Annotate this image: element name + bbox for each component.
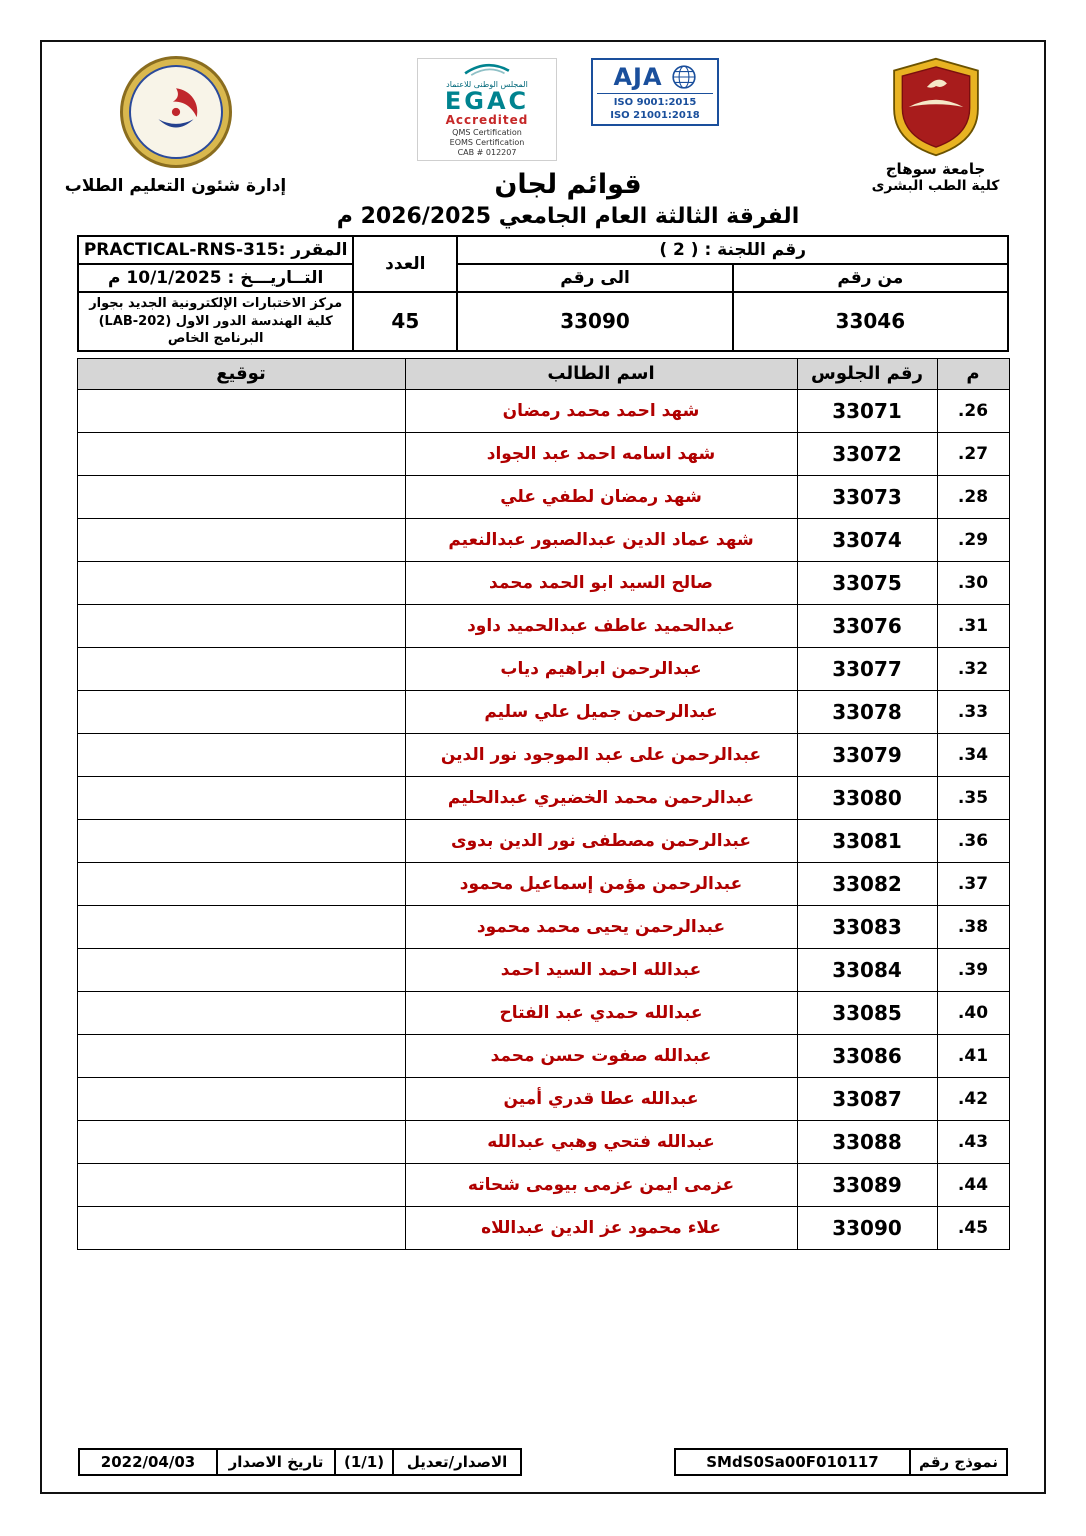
student-name: عبدالرحمن مؤمن إسماعيل محمود xyxy=(405,862,797,905)
seat-number: 33082 xyxy=(797,862,937,905)
egac-line-1: QMS Certification xyxy=(452,128,522,137)
seat-number: 33086 xyxy=(797,1034,937,1077)
student-row xyxy=(77,819,1009,862)
aja-iso-lines xyxy=(597,93,713,122)
student-name: صالح السيد ابو الحمد محمد xyxy=(405,561,797,604)
signature-cell xyxy=(77,1120,405,1163)
footer-revision-row xyxy=(79,1449,521,1475)
seat-number: 33084 xyxy=(797,948,937,991)
seat-number: 33074 xyxy=(797,518,937,561)
student-row xyxy=(77,1034,1009,1077)
student-row xyxy=(77,604,1009,647)
egac-name: EGAC xyxy=(444,87,530,115)
student-name: علاء محمود عز الدين عبداللاه xyxy=(405,1206,797,1249)
row-index: 45. xyxy=(937,1206,1009,1249)
signature-cell xyxy=(77,690,405,733)
exam-location-line-2: البرنامج الخاص xyxy=(167,331,264,347)
revision-label: الاصدار/تعديل xyxy=(393,1449,521,1475)
signature-cell xyxy=(77,733,405,776)
student-name: عبدالرحمن محمد الخضيري عبدالحليم xyxy=(405,776,797,819)
students-tbody xyxy=(77,389,1009,1249)
student-row xyxy=(77,948,1009,991)
student-name: عبدالله فتحي وهبي عبدالله xyxy=(405,1120,797,1163)
student-row xyxy=(77,1163,1009,1206)
committee-number-label: رقم اللجنة : ( 2 ) xyxy=(457,236,1008,264)
egac-cert-lines xyxy=(422,128,552,158)
signature-cell xyxy=(77,1163,405,1206)
faculty-block xyxy=(58,56,293,229)
student-row xyxy=(77,1206,1009,1249)
student-row xyxy=(77,690,1009,733)
certification-logos xyxy=(417,58,719,161)
faculty-name: كلية الطب البشرى xyxy=(871,178,1000,194)
seat-number: 33079 xyxy=(797,733,937,776)
row-index: 29. xyxy=(937,518,1009,561)
signature-cell xyxy=(77,604,405,647)
info-row-1 xyxy=(78,236,1008,264)
seat-number: 33078 xyxy=(797,690,937,733)
faculty-emblem-art-icon xyxy=(145,81,207,143)
aja-name: AJA xyxy=(613,63,663,91)
seat-number: 33075 xyxy=(797,561,937,604)
student-name: عبدالله عطا قدري أمين xyxy=(405,1077,797,1120)
student-name: عبدالحميد عاطف عبدالحميد داود xyxy=(405,604,797,647)
aja-logo-top xyxy=(597,63,713,91)
footer-form-table xyxy=(674,1448,1008,1476)
egac-accredited-label: Accredited xyxy=(445,113,529,127)
to-number-value: 33090 xyxy=(457,292,732,351)
student-name: شهد عماد الدين عبدالصبور عبدالنعيم xyxy=(405,518,797,561)
seat-number: 33088 xyxy=(797,1120,937,1163)
student-row xyxy=(77,647,1009,690)
egac-line-3: CAB # 012207 xyxy=(457,148,517,157)
course-label: المقرر :PRACTICAL-RNS-315 xyxy=(78,236,353,264)
footer xyxy=(78,1448,1008,1476)
student-row xyxy=(77,475,1009,518)
header xyxy=(42,42,1044,229)
count-value: 45 xyxy=(353,292,457,351)
department-name: إدارة شئون التعليم الطلاب xyxy=(64,176,287,196)
signature-cell xyxy=(77,948,405,991)
student-name: عبدالرحمن جميل علي سليم xyxy=(405,690,797,733)
signature-cell xyxy=(77,991,405,1034)
signature-cell xyxy=(77,862,405,905)
student-row xyxy=(77,1077,1009,1120)
signature-cell xyxy=(77,561,405,604)
signature-cell xyxy=(77,432,405,475)
university-name: جامعة سوهاج xyxy=(885,160,986,178)
page-title: قوائم لجان xyxy=(494,169,642,200)
signature-cell xyxy=(77,1206,405,1249)
university-block xyxy=(843,56,1028,229)
seat-number: 33077 xyxy=(797,647,937,690)
aja-iso-1: ISO 9001:2015 xyxy=(613,97,697,108)
page-frame xyxy=(40,40,1046,1494)
faculty-emblem-inner xyxy=(129,65,223,159)
student-name: عبدالرحمن يحيى محمد محمود xyxy=(405,905,797,948)
student-row xyxy=(77,733,1009,776)
seat-number: 33085 xyxy=(797,991,937,1034)
row-index: 44. xyxy=(937,1163,1009,1206)
row-index: 31. xyxy=(937,604,1009,647)
student-row xyxy=(77,561,1009,604)
egac-swoosh-icon xyxy=(457,62,517,76)
seat-number: 33080 xyxy=(797,776,937,819)
header-index: م xyxy=(937,358,1009,389)
exam-date-label: التــاريـــخ : 10/1/2025 م xyxy=(78,264,353,292)
exam-location-line-1: مركز الاختبارات الإلكترونية الجديد بجوار كلية الهندسة الدور الاول (LAB-202) xyxy=(89,296,343,329)
row-index: 36. xyxy=(937,819,1009,862)
student-row xyxy=(77,518,1009,561)
student-name: عبدالله احمد السيد احمد xyxy=(405,948,797,991)
student-name: شهد رمضان لطفي علي xyxy=(405,475,797,518)
header-center xyxy=(293,56,843,229)
header-seat-number: رقم الجلوس xyxy=(797,358,937,389)
seat-number: 33089 xyxy=(797,1163,937,1206)
students-header-row xyxy=(77,358,1009,389)
student-row xyxy=(77,991,1009,1034)
row-index: 43. xyxy=(937,1120,1009,1163)
aja-iso-2: ISO 21001:2018 xyxy=(610,110,700,121)
student-row xyxy=(77,1120,1009,1163)
seat-number: 33076 xyxy=(797,604,937,647)
from-number-label: من رقم xyxy=(733,264,1008,292)
seat-number: 33073 xyxy=(797,475,937,518)
student-row xyxy=(77,776,1009,819)
egac-arabic-line: المجلس الوطنى للاعتماد xyxy=(446,80,528,89)
exam-location xyxy=(78,292,353,351)
row-index: 35. xyxy=(937,776,1009,819)
row-index: 30. xyxy=(937,561,1009,604)
row-index: 26. xyxy=(937,389,1009,432)
header-signature: توقيع xyxy=(77,358,405,389)
count-label: العدد xyxy=(353,236,457,292)
row-index: 28. xyxy=(937,475,1009,518)
faculty-emblem-icon xyxy=(120,56,232,168)
row-index: 41. xyxy=(937,1034,1009,1077)
from-number-value: 33046 xyxy=(733,292,1008,351)
student-row xyxy=(77,432,1009,475)
signature-cell xyxy=(77,518,405,561)
revision-value: (1/1) xyxy=(335,1449,393,1475)
student-row xyxy=(77,862,1009,905)
student-name: شهد احمد محمد رمضان xyxy=(405,389,797,432)
info-row-3 xyxy=(78,292,1008,351)
students-table xyxy=(77,358,1010,1250)
issue-date-label: تاريخ الاصدار xyxy=(217,1449,335,1475)
form-number-value: SMdS0Sa00F010117 xyxy=(675,1449,910,1475)
to-number-label: الى رقم xyxy=(457,264,732,292)
row-index: 33. xyxy=(937,690,1009,733)
seat-number: 33072 xyxy=(797,432,937,475)
row-index: 32. xyxy=(937,647,1009,690)
student-name: عبدالرحمن على عبد الموجود نور الدين xyxy=(405,733,797,776)
student-name: شهد اسامه احمد عبد الجواد xyxy=(405,432,797,475)
row-index: 34. xyxy=(937,733,1009,776)
egac-logo xyxy=(417,58,557,161)
signature-cell xyxy=(77,819,405,862)
footer-form-row xyxy=(675,1449,1007,1475)
seat-number: 33071 xyxy=(797,389,937,432)
row-index: 37. xyxy=(937,862,1009,905)
form-number-label: نموذج رقم xyxy=(910,1449,1007,1475)
student-name: عبدالله صفوت حسن محمد xyxy=(405,1034,797,1077)
signature-cell xyxy=(77,1077,405,1120)
student-row xyxy=(77,389,1009,432)
row-index: 39. xyxy=(937,948,1009,991)
seat-number: 33083 xyxy=(797,905,937,948)
globe-icon xyxy=(671,64,697,90)
seat-number: 33090 xyxy=(797,1206,937,1249)
committee-info-table xyxy=(77,235,1009,352)
students-table-head xyxy=(77,358,1009,389)
student-row xyxy=(77,905,1009,948)
egac-line-2: EOMS Certification xyxy=(449,138,525,147)
seat-number: 33087 xyxy=(797,1077,937,1120)
seat-number: 33081 xyxy=(797,819,937,862)
student-name: عزمى ايمن عزمى بيومى شحاته xyxy=(405,1163,797,1206)
aja-logo xyxy=(591,58,719,126)
row-index: 38. xyxy=(937,905,1009,948)
page-subtitle: الفرقة الثالثة العام الجامعي 2026/2025 م xyxy=(336,204,800,229)
student-name: عبدالرحمن مصطفى نور الدين بدوى xyxy=(405,819,797,862)
issue-date-value: 2022/04/03 xyxy=(79,1449,217,1475)
student-name: عبدالله حمدي عبد الفتاح xyxy=(405,991,797,1034)
row-index: 27. xyxy=(937,432,1009,475)
signature-cell xyxy=(77,475,405,518)
signature-cell xyxy=(77,776,405,819)
row-index: 40. xyxy=(937,991,1009,1034)
signature-cell xyxy=(77,389,405,432)
info-row-2 xyxy=(78,264,1008,292)
signature-cell xyxy=(77,905,405,948)
university-shield-icon xyxy=(890,56,982,158)
signature-cell xyxy=(77,647,405,690)
row-index: 42. xyxy=(937,1077,1009,1120)
header-student-name: اسم الطالب xyxy=(405,358,797,389)
signature-cell xyxy=(77,1034,405,1077)
footer-revision-table xyxy=(78,1448,522,1476)
student-name: عبدالرحمن ابراهيم دياب xyxy=(405,647,797,690)
